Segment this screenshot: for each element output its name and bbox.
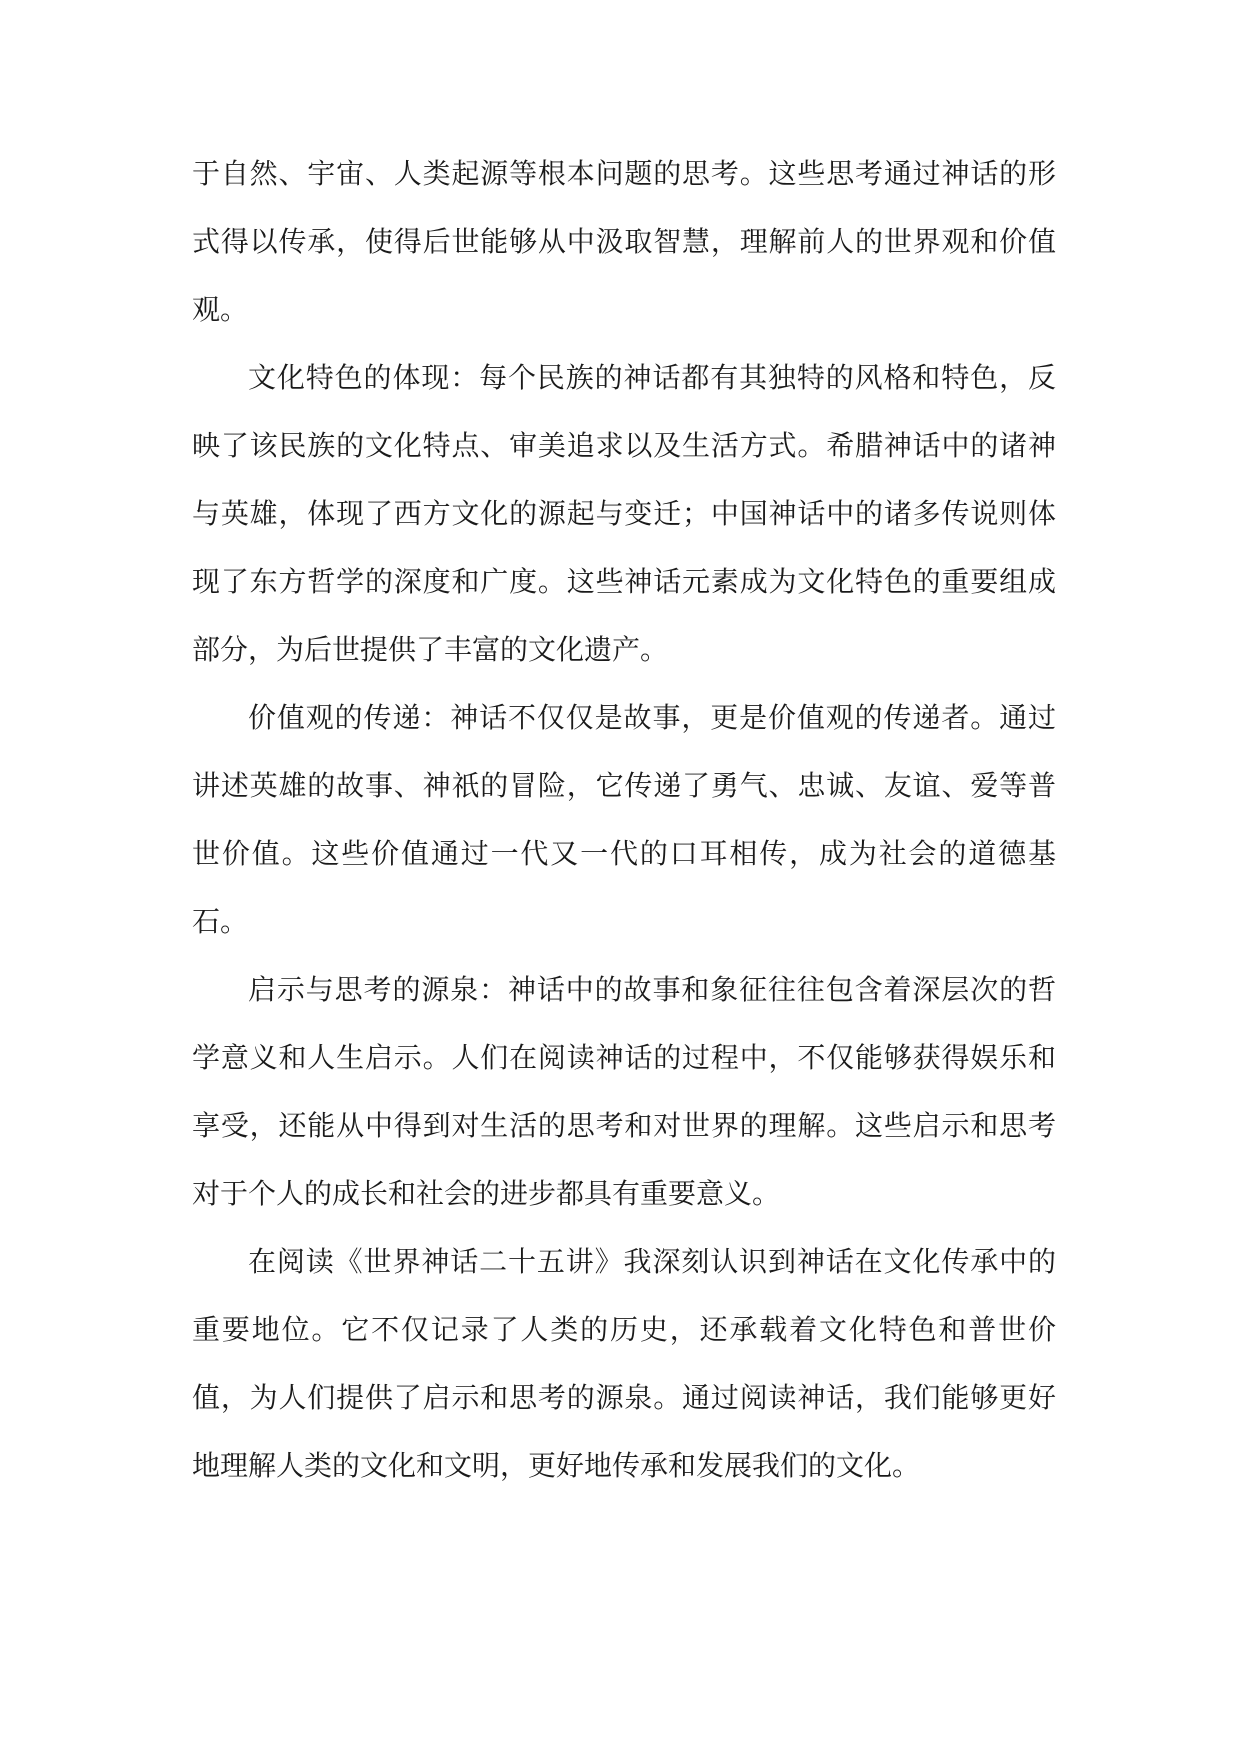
paragraph-inspiration-source: 启示与思考的源泉：神话中的故事和象征往往包含着深层次的哲学意义和人生启示。人们在阅读神话的过程中，不仅能够获得娱乐和享受，还能从中得到对生活的思考和对世界的理解。这些启示和思考对于个人的成长和社会的进步都具有重要意义。 <box>192 973 1056 1210</box>
paragraph-value-transmission: 价值观的传递：神话不仅仅是故事，更是价值观的传递者。通过讲述英雄的故事、神祇的冒险，它传递了勇气、忠诚、友谊、爱等普世价值。这些价值通过一代又一代的口耳相传，成为社会的道德基石。 <box>192 701 1056 938</box>
paragraph-continued: 于自然、宇宙、人类起源等根本问题的思考。这些思考通过神话的形式得以传承，使得后世能够从中汲取智慧，理解前人的世界观和价值观。 <box>192 157 1056 326</box>
paragraph-cultural-features: 文化特色的体现：每个民族的神话都有其独特的风格和特色，反映了该民族的文化特点、审美追求以及生活方式。希腊神话中的诸神与英雄，体现了西方文化的源起与变迁；中国神话中的诸多传说则体现了东方哲学的深度和广度。这些神话元素成为文化特色的重要组成部分，为后世提供了丰富的文化遗产。 <box>192 361 1056 666</box>
paragraph-conclusion: 在阅读《世界神话二十五讲》我深刻认识到神话在文化传承中的重要地位。它不仅记录了人类的历史，还承载着文化特色和普世价值，为人们提供了启示和思考的源泉。通过阅读神话，我们能够更好地理解人类的文化和文明，更好地传承和发展我们的文化。 <box>192 1245 1056 1482</box>
document-body <box>192 140 1056 1500</box>
